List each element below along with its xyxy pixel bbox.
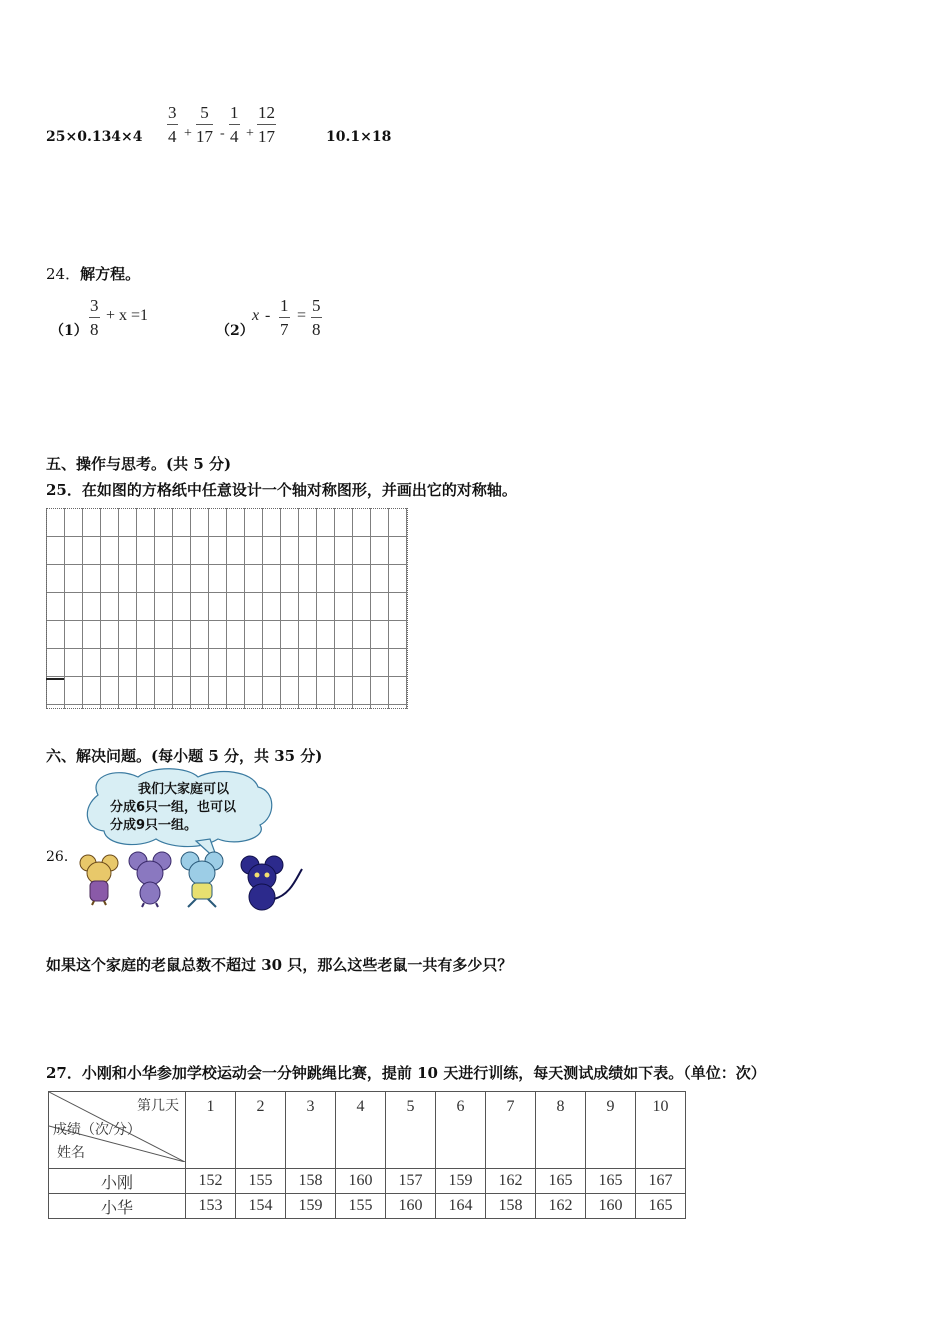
fraction-3-4: $\frac{3}{4}$ xyxy=(168,103,177,146)
day-cell: 6 xyxy=(436,1092,486,1169)
header-score: 成绩（次/分） xyxy=(53,1123,141,1138)
score-cell: 157 xyxy=(386,1169,436,1194)
fraction-5-17: $\frac{5}{17}$ xyxy=(196,103,213,146)
score-cell: 159 xyxy=(436,1169,486,1194)
score-cell: 154 xyxy=(236,1194,286,1219)
question-24: 24．解方程。 xyxy=(46,265,141,283)
score-cell: 152 xyxy=(186,1169,236,1194)
score-cell: 167 xyxy=(636,1169,686,1194)
score-cell: 153 xyxy=(186,1194,236,1219)
question-25: 25．在如图的方格纸中任意设计一个轴对称图形，并画出它的对称轴。 xyxy=(46,481,517,499)
speech-bubble-text: 我们大家庭可以 分成6只一组，也可以 分成9只一组。 xyxy=(110,782,237,833)
fraction-12-17: $\frac{12}{17}$ xyxy=(258,103,275,146)
score-cell: 155 xyxy=(236,1169,286,1194)
score-cell: 164 xyxy=(436,1194,486,1219)
table-row-xiaogang xyxy=(49,1169,686,1194)
blue-mouse xyxy=(181,852,223,907)
day-cell: 1 xyxy=(186,1092,236,1169)
equation-2-var: x xyxy=(252,307,260,324)
expression-1: 25×0.134×4 xyxy=(46,129,143,145)
equation-1-rest: + x =1 xyxy=(106,307,149,324)
score-cell: 160 xyxy=(386,1194,436,1219)
fraction-1-4: $\frac{1}{4}$ xyxy=(230,103,239,146)
score-cell: 160 xyxy=(586,1194,636,1219)
question-26-text: 如果这个家庭的老鼠总数不超过 30 只，那么这些老鼠一共有多少只？ xyxy=(46,956,513,974)
day-cell: 3 xyxy=(286,1092,336,1169)
table-header-row xyxy=(49,1092,686,1169)
score-cell: 158 xyxy=(486,1194,536,1219)
score-cell: 158 xyxy=(286,1169,336,1194)
purple-mouse xyxy=(129,852,171,907)
equation-2-fraction-1: $\frac{1}{7}$ xyxy=(280,296,289,339)
equation-2-label: （2） xyxy=(216,323,254,339)
expression-3: 10.1×18 xyxy=(326,129,392,145)
table-row-xiaohua xyxy=(49,1194,686,1219)
navy-mouse xyxy=(241,856,302,910)
score-cell: 160 xyxy=(336,1169,386,1194)
score-cell: 165 xyxy=(536,1169,586,1194)
score-cell: 165 xyxy=(636,1194,686,1219)
day-cell: 2 xyxy=(236,1092,286,1169)
diagonal-header-cell xyxy=(49,1092,186,1169)
row-name: 小刚 xyxy=(49,1169,186,1194)
score-cell: 162 xyxy=(486,1169,536,1194)
day-cell: 4 xyxy=(336,1092,386,1169)
day-cell: 10 xyxy=(636,1092,686,1169)
day-cell: 8 xyxy=(536,1092,586,1169)
score-cell: 165 xyxy=(586,1169,636,1194)
grid-mark xyxy=(46,678,64,680)
day-cell: 5 xyxy=(386,1092,436,1169)
grid-paper[interactable] xyxy=(46,508,408,709)
score-cell: 162 xyxy=(536,1194,586,1219)
row-name: 小华 xyxy=(49,1194,186,1219)
score-cell: 159 xyxy=(286,1194,336,1219)
section-5-title: 五、操作与思考。(共 5 分) xyxy=(46,455,232,473)
yellow-mouse xyxy=(80,855,118,905)
day-cell: 7 xyxy=(486,1092,536,1169)
question-26-number: 26． xyxy=(46,849,78,865)
equation-1-label: （1） xyxy=(50,323,88,339)
score-cell: 155 xyxy=(336,1194,386,1219)
equation-1-fraction: $\frac{3}{8}$ xyxy=(90,296,99,339)
day-cell: 9 xyxy=(586,1092,636,1169)
equation-2-fraction-2: $\frac{5}{8}$ xyxy=(312,296,321,339)
header-name: 姓名 xyxy=(57,1146,85,1161)
score-table xyxy=(48,1091,686,1219)
section-6-title: 六、解决问题。(每小题 5 分，共 35 分) xyxy=(46,747,323,765)
question-27-text: 27．小刚和小华参加学校运动会一分钟跳绳比赛，提前 10 天进行训练，每天测试成绩如下表。（单位：次） xyxy=(46,1064,766,1082)
header-day: 第几天 xyxy=(137,1099,179,1114)
